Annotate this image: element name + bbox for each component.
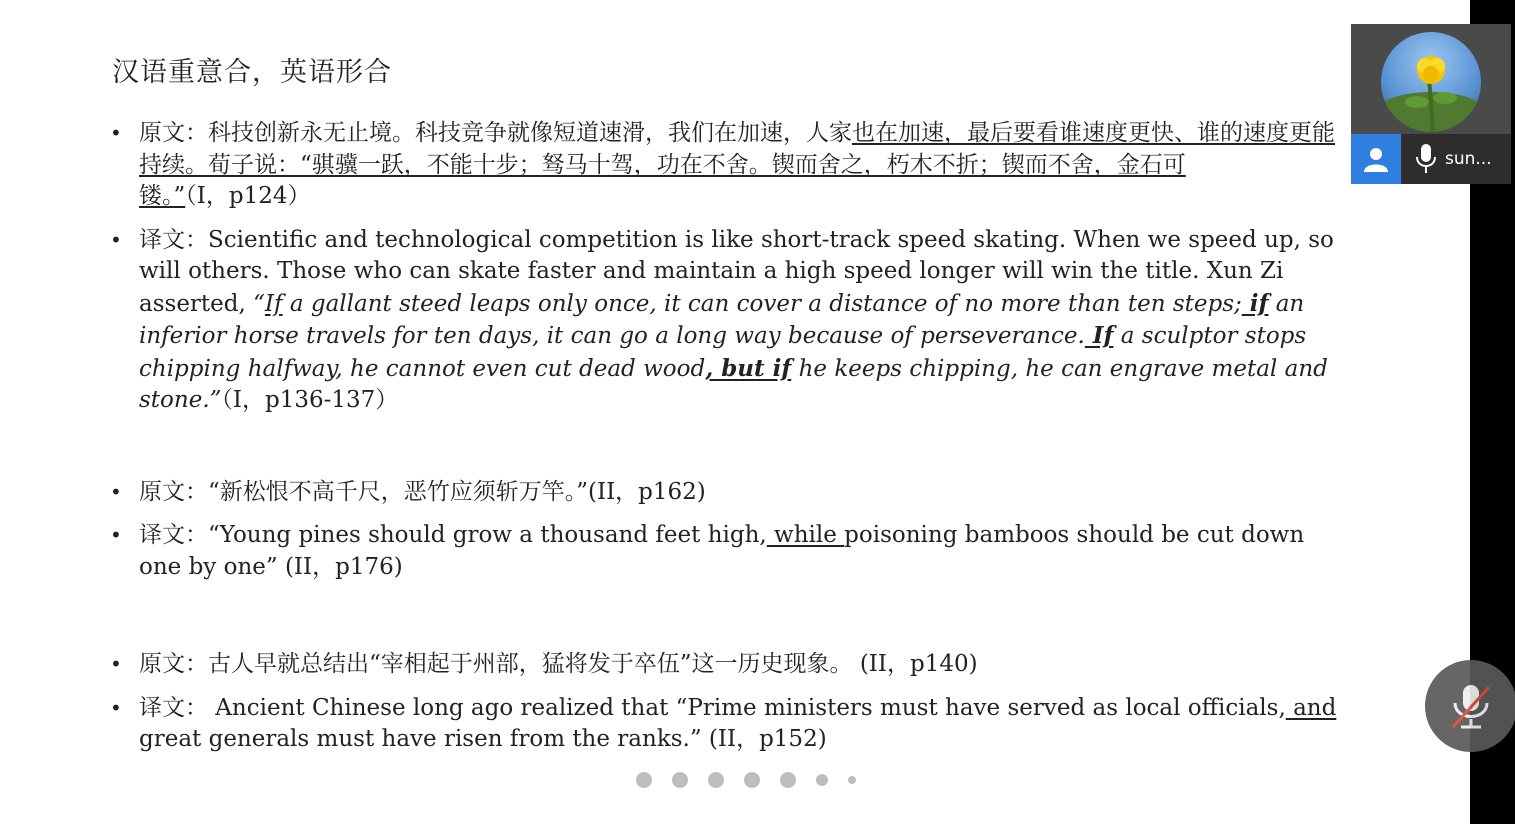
item-text: 译文：Scientific and technological competition is like short-track speed skating. When we speed up, so will others. Those who can skate faster and maintain a high speed longer will win the title. Xun Zi asserted, bbox=[139, 226, 1334, 317]
but-if-word: , but if bbox=[705, 354, 792, 382]
mic-off-icon bbox=[1449, 681, 1493, 731]
citation: （I，p124） bbox=[185, 183, 311, 209]
item-text: 原文：古人早就总结出“宰相起于州部，猛将发于卒伍”这一历史现象。 (II，p140) bbox=[139, 651, 978, 677]
user-icon bbox=[1361, 144, 1391, 174]
pagination-dot[interactable] bbox=[848, 776, 856, 784]
item-text: 译文： Ancient Chinese long ago realized that “Prime ministers must have served as local officials, bbox=[139, 694, 1286, 721]
list-item bbox=[108, 649, 1348, 681]
item-text: 原文：“新松恨不高千尺，恶竹应须斩万竿。”(II，p162) bbox=[139, 478, 706, 505]
list-item bbox=[108, 118, 1348, 213]
pagination-dot[interactable] bbox=[744, 772, 760, 788]
pagination-dot[interactable] bbox=[816, 774, 828, 786]
mute-button[interactable] bbox=[1425, 660, 1515, 752]
slide-title: 汉语重意合，英语形合 bbox=[112, 57, 392, 88]
underlined-text: and bbox=[1285, 694, 1337, 721]
list-item bbox=[108, 225, 1348, 417]
pagination-dot[interactable] bbox=[636, 772, 652, 788]
pagination-dot[interactable] bbox=[672, 772, 688, 788]
citation: （I，p136-137） bbox=[221, 387, 399, 413]
participant-name: sun... bbox=[1445, 149, 1492, 169]
bullet-list bbox=[108, 118, 1348, 756]
underlined-text: 也在加速，最后要看谁速度更快、谁的速度更能持续。荀子说：“骐骥一跃，不能十步；驽马十驾，功在不舍。锲而舍之，朽木不折；锲而不舍，金石可镂。” bbox=[139, 120, 1335, 209]
quoted-passage: “If a gallant steed leaps only once, it can cover a distance of no more than ten steps; if an inferior horse travels for ten days, it can go a long way because of perseverance. If a sculptor stops chipping halfway, he cannot even cut dead wood, but if he keeps chipping, he can engrave metal and stone.” bbox=[139, 289, 1328, 413]
list-item bbox=[108, 520, 1348, 583]
participant-video-tile[interactable] bbox=[1351, 24, 1511, 184]
item-text: 译文：“Young pines should grow a thousand feet high, bbox=[139, 522, 767, 548]
slide-pagination bbox=[636, 772, 856, 788]
item-text: great generals must have risen from the ranks.” (II，p152) bbox=[139, 726, 827, 752]
underlined-text: while bbox=[766, 522, 845, 548]
if-word: if bbox=[1241, 289, 1269, 317]
video-status-bar bbox=[1351, 134, 1511, 184]
list-item bbox=[108, 477, 1348, 509]
pagination-dot[interactable] bbox=[780, 772, 796, 788]
if-word: If bbox=[1084, 322, 1114, 349]
list-item bbox=[108, 693, 1348, 756]
if-word: If bbox=[264, 290, 283, 317]
pagination-dot[interactable] bbox=[708, 772, 724, 788]
item-text: poisoning bamboos should be cut down one by one” (II，p176) bbox=[139, 522, 1305, 580]
item-text: 原文：科技创新永无止境。科技竞争就像短道速滑，我们在加速，人家 bbox=[139, 120, 852, 146]
flower-avatar-icon bbox=[1381, 32, 1481, 132]
avatar bbox=[1381, 32, 1481, 132]
user-icon-box bbox=[1351, 134, 1401, 184]
microphone-icon bbox=[1411, 139, 1441, 179]
